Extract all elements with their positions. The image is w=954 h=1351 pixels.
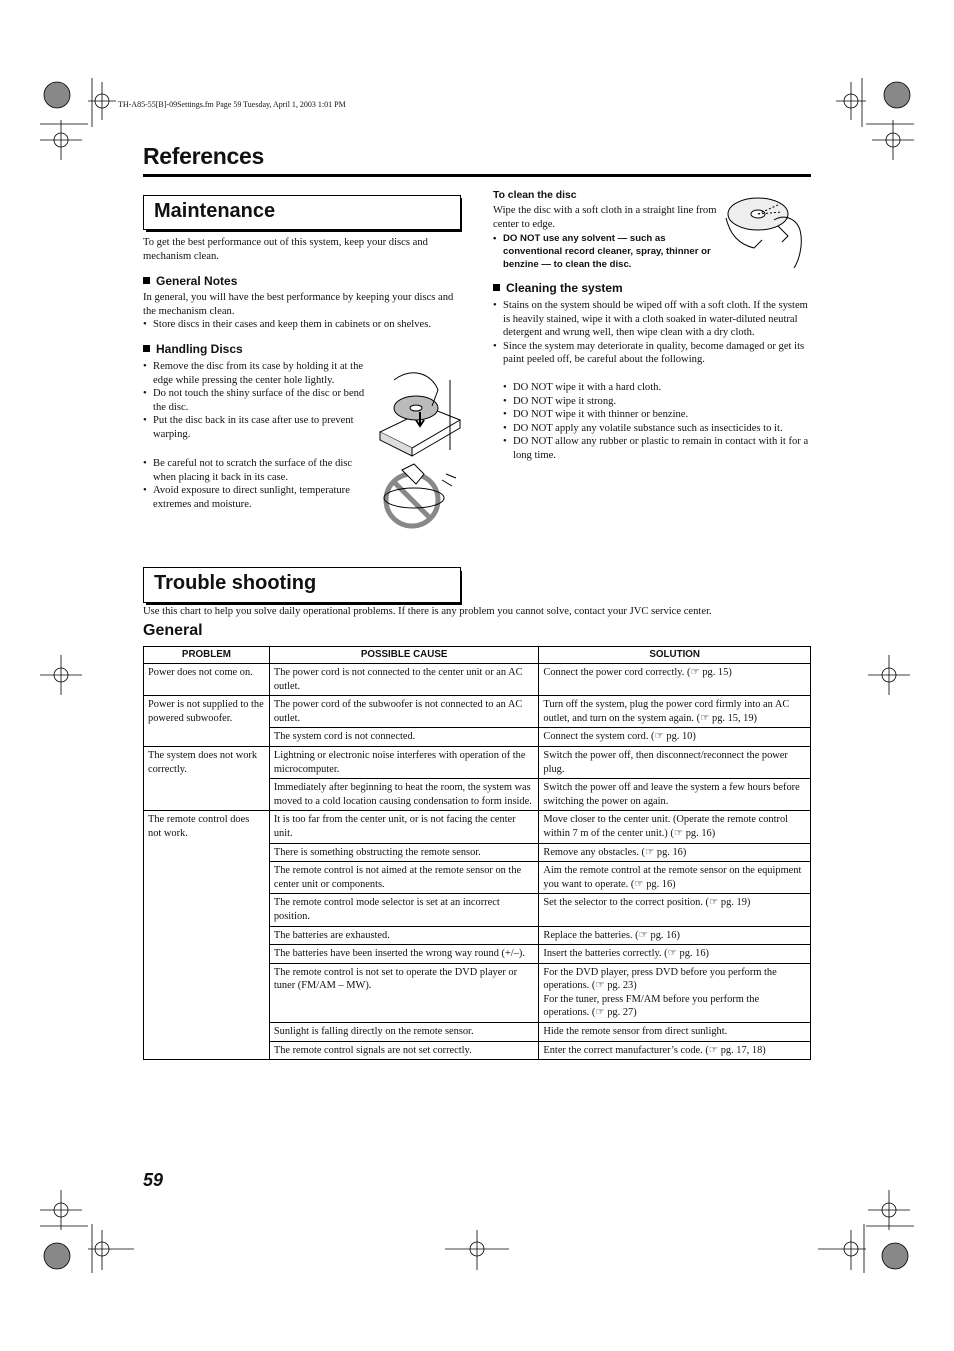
handling-discs-heading [143,342,243,356]
solution-cell: Turn off the system, plug the power cord firmly into an AC outlet, and turn on the system again. (☞ pg. 15, 19) [539,696,811,728]
solution-cell: Hide the remote sensor from direct sunlight. [539,1023,811,1042]
cause-cell: The power cord is not connected to the center unit or an AC outlet. [269,664,539,696]
page-number: 59 [143,1170,164,1190]
solution-cell: For the DVD player, press DVD before you perform the operations. (☞ pg. 23) For the tuner, press FM/AM before you perform the operations. (☞ pg. 27) [539,963,811,1022]
list-item: • Store discs in their cases and keep them in cabinets or on shelves. [143,318,463,332]
list-item: • Remove the disc from its case by holding it at the edge while pressing the center hole lightly. [143,360,375,387]
cause-cell: Lightning or electronic noise interferes with operation of the microcomputer. [269,746,539,778]
file-header-line: TH-A85-55[B]-09Settings.fm Page 59 Tuesday, April 1, 2003 1:01 PM [118,100,346,109]
column-header-problem: PROBLEM [144,647,270,664]
cleaning-system-heading [493,281,623,295]
page-title: References [143,143,265,169]
cause-cell: The batteries are exhausted. [269,926,539,945]
list-item: • Be careful not to scratch the surface of the disc when placing it back in its case. [143,457,375,484]
table-row [144,696,811,728]
problem-cell: Power does not come on. [144,664,270,696]
general-notes-text: In general, you will have the best performance by keeping your discs and the mechanism clean. [143,292,454,317]
table-row [144,664,811,696]
column-header-solution: SOLUTION [539,647,811,664]
solution-cell: Remove any obstacles. (☞ pg. 16) [539,843,811,862]
general-notes-heading [143,274,237,288]
list-item: • DO NOT wipe it with a hard cloth. [503,381,811,395]
cause-cell: There is something obstructing the remote sensor. [269,843,539,862]
clean-disc-text: Wipe the disc with a soft cloth in a straight line from center to edge. [493,205,717,230]
cleaning-system-sublist [493,381,811,463]
table-header-row [144,647,811,664]
solution-cell: Enter the correct manufacturer’s code. (☞ pg. 17, 18) [539,1041,811,1060]
list-item: • DO NOT wipe it with thinner or benzine. [503,408,811,422]
disc-handling-illustration [372,360,462,540]
problem-cell: Power is not supplied to the powered subwoofer. [144,696,270,747]
problem-cell: The system does not work correctly. [144,746,270,810]
list-item: • DO NOT wipe it strong. [503,395,811,409]
clean-disc-title: To clean the disc [493,190,577,201]
square-bullet-icon [143,345,150,352]
clean-disc-warning-list [493,232,718,271]
list-item: • Stains on the system should be wiped off with a soft cloth. If the system is heavily stained, wipe it with a cloth soaked in water-diluted neutral detergent and wrung well, then wipe clean with a dry cloth. [493,299,811,340]
handling-discs-list-b [143,457,375,511]
solution-cell: Aim the remote control at the remote sensor on the equipment you want to operate. (☞ pg. 16) [539,862,811,894]
handling-discs-list-a [143,360,375,442]
list-item: • DO NOT use any solvent — such as conventional record cleaner, spray, thinner or benzine — to clean the disc. [493,232,718,271]
cause-cell: Immediately after beginning to heat the room, the system was moved to a cold location causing condensation to form inside. [269,779,539,811]
square-bullet-icon [143,277,150,284]
cause-cell: The remote control signals are not set correctly. [269,1041,539,1060]
table-row [144,811,811,843]
maintenance-intro: To get the best performance out of this system, keep your discs and mechanism clean. [143,237,428,262]
general-notes-title: General Notes [156,274,238,288]
square-bullet-icon [493,284,500,291]
solution-cell: Set the selector to the correct position. (☞ pg. 19) [539,894,811,926]
cause-cell: It is too far from the center unit, or is not facing the center unit. [269,811,539,843]
list-item: • DO NOT allow any rubber or plastic to remain in contact with it for a long time. [503,435,811,462]
column-header-cause: POSSIBLE CAUSE [269,647,539,664]
troubleshooting-table-body [144,664,811,1060]
table-row [144,746,811,778]
cause-cell: The remote control is not set to operate the DVD player or tuner (FM/AM – MW). [269,963,539,1022]
list-item: • Put the disc back in its case after use to prevent warping. [143,414,375,441]
cleaning-system-list [493,299,811,367]
cleaning-system-title: Cleaning the system [506,281,623,295]
solution-cell: Switch the power off, then disconnect/reconnect the power plug. [539,746,811,778]
trouble-intro: Use this chart to help you solve daily operational problems. If there is any problem you cannot solve, contact your JVC service center. [143,606,712,617]
cause-cell: The batteries have been inserted the wrong way round (+/–). [269,945,539,964]
cause-cell: The remote control mode selector is set at an incorrect position. [269,894,539,926]
list-item: • DO NOT apply any volatile substance such as insecticides to it. [503,422,811,436]
maintenance-heading: Maintenance [143,195,461,230]
solution-cell: Insert the batteries correctly. (☞ pg. 16) [539,945,811,964]
list-item: • Since the system may deteriorate in quality, become damaged or get its paint peeled off, be careful about the following. [493,340,811,367]
cause-cell: The system cord is not connected. [269,728,539,747]
list-item: • Avoid exposure to direct sunlight, temperature extremes and moisture. [143,484,375,511]
title-rule [143,174,811,177]
list-item: • Do not touch the shiny surface of the disc or bend the disc. [143,387,375,414]
solution-cell: Switch the power off and leave the system a few hours before switching the power on again. [539,779,811,811]
cause-cell: The remote control is not aimed at the remote sensor on the center unit or components. [269,862,539,894]
problem-cell: The remote control does not work. [144,811,270,1060]
handling-discs-title: Handling Discs [156,342,243,356]
trouble-shooting-heading: Trouble shooting [143,567,461,603]
cause-cell: Sunlight is falling directly on the remote sensor. [269,1023,539,1042]
troubleshooting-table [143,646,811,1060]
solution-cell: Move closer to the center unit. (Operate the remote control within 7 m of the center unit.) (☞ pg. 16) [539,811,811,843]
cause-cell: The power cord of the subwoofer is not connected to an AC outlet. [269,696,539,728]
general-notes-list [143,318,463,332]
general-heading: General [143,622,203,639]
solution-cell: Replace the batteries. (☞ pg. 16) [539,926,811,945]
solution-cell: Connect the power cord correctly. (☞ pg. 15) [539,664,811,696]
wiping-disc-illustration [724,190,812,270]
solution-cell: Connect the system cord. (☞ pg. 10) [539,728,811,747]
